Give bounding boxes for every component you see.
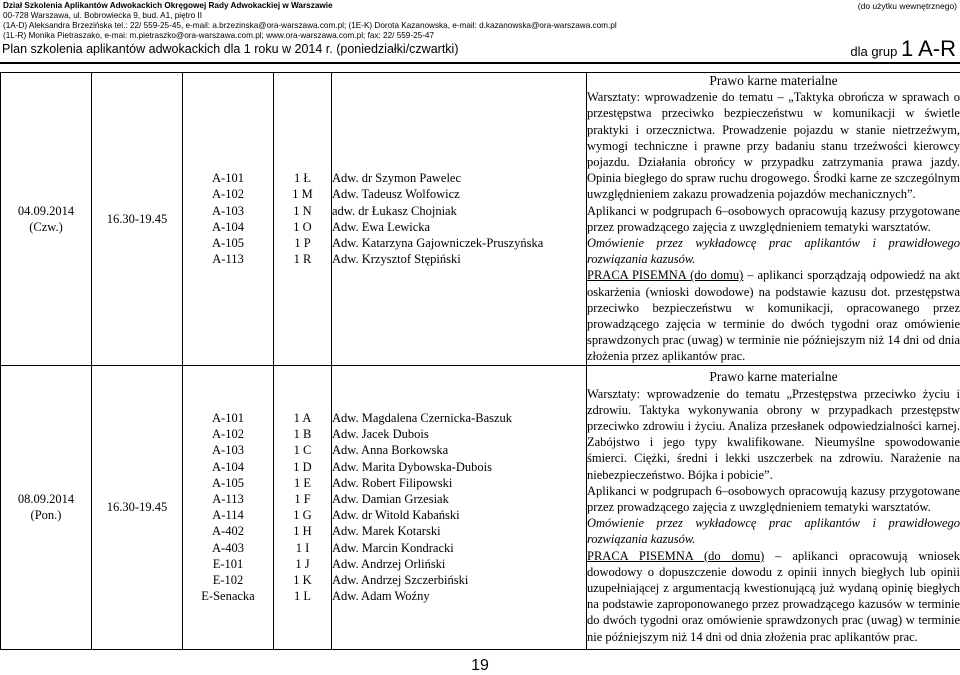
description-cell [587, 365, 960, 649]
instructor: Adw. Jacek Dubois [332, 427, 429, 442]
group: 1 G [293, 508, 312, 523]
instructor: Adw. Marita Dybowska-Dubois [332, 459, 492, 474]
time-cell: 16.30-19.45 [92, 73, 183, 366]
instructor: adw. dr Łukasz Chojniak [332, 203, 457, 218]
written-work-label: PRACA PISEMNA (do domu) [587, 548, 765, 563]
workshop-paragraph [587, 89, 960, 202]
description-cell [587, 73, 960, 366]
page-number: 19 [471, 657, 489, 674]
group: 1 M [292, 187, 313, 202]
org-name: Dział Szkolenia Aplikantów Adwokackich Okręgowej Rady Adwokackiej w Warszawie [3, 1, 333, 10]
date-cell [1, 365, 92, 649]
room: A-101 [212, 410, 244, 425]
workshop-label: Warsztaty: [587, 90, 641, 105]
document-header [3, 1, 957, 41]
group: 1 O [293, 219, 312, 234]
instructor: Adw. Andrzej Szczerbiński [332, 572, 469, 587]
discussion-paragraph: Omówienie przez wykładowcę prac aplikantów i prawidłowego rozwiązania kazusów. [587, 236, 960, 267]
schedule-table [0, 72, 960, 650]
instructor: Adw. dr Witold Kabański [332, 508, 460, 523]
session-day: (Pon.) [30, 508, 62, 523]
room: A-105 [212, 236, 244, 251]
contact-line-1: (1A-D) Aleksandra Brzezińska tel.: 22/ 559-25-45, e-mail: a.brzezinska@ora-warszawa.com.pl; (1E-K) Dorota Kazanowska, e-mail: d.kazanowska@ora-warszawa.com.pl [3, 21, 617, 30]
room: E-102 [212, 572, 244, 587]
room: A-403 [212, 540, 244, 555]
instructors-cell [332, 365, 587, 649]
instructors-cell [332, 73, 587, 366]
group: 1 I [295, 540, 310, 555]
subject-title: Prawo karne materialne [709, 369, 838, 385]
room: A-103 [212, 203, 244, 218]
room: A-102 [212, 427, 244, 442]
group: 1 H [293, 524, 312, 539]
contact-line-2: (1L-R) Monika Pietraszako, e-mai: m.pietraszko@ora-warszawa.com.pl; www.ora-warszawa.com.pl; fax: 22/ 559-25-47 [3, 31, 435, 40]
instructor: Adw. Marcin Kondracki [332, 540, 454, 555]
written-work-paragraph [587, 548, 960, 645]
group: 1 F [294, 491, 311, 506]
workshop-label: Warsztaty: [587, 386, 641, 401]
session-date: 04.09.2014 [17, 203, 75, 218]
room: A-113 [212, 252, 244, 267]
table-row [1, 365, 960, 649]
written-work-paragraph [587, 267, 960, 364]
table-row [1, 73, 960, 366]
group-label [850, 36, 956, 62]
instructor: Adw. Robert Filipowski [332, 475, 453, 490]
session-day: (Czw.) [29, 219, 63, 234]
room: A-113 [212, 491, 244, 506]
org-address: 00-728 Warszawa, ul. Bobrowiecka 9, bud. A1, piętro II [3, 11, 203, 20]
room: E-101 [212, 556, 244, 571]
internal-use-note: (do użytku wewnętrznego) [857, 1, 957, 11]
group: 1 R [293, 252, 312, 267]
group: 1 B [293, 427, 312, 442]
group: 1 C [293, 443, 312, 458]
room: A-114 [212, 508, 244, 523]
group-prefix: dla grup [850, 44, 898, 59]
written-work-label: PRACA PISEMNA (do domu) [587, 268, 744, 283]
workshop-paragraph [587, 386, 960, 483]
room: A-402 [212, 524, 244, 539]
group: 1 P [294, 236, 311, 251]
room: A-102 [212, 187, 244, 202]
room: A-103 [212, 443, 244, 458]
group: 1 E [293, 475, 311, 490]
room: A-101 [212, 171, 244, 186]
room: A-105 [212, 475, 244, 490]
instructor: Adw. Damian Grzesiak [332, 491, 449, 506]
group-code: 1 A-R [900, 36, 956, 61]
group: 1 D [293, 459, 312, 474]
instructor: Adw. dr Szymon Pawelec [332, 171, 462, 186]
workshop-text: wprowadzenie do tematu – „Taktyka obrończa w sprawach o przestępstwa przeciwko bezpieczeństwu w komunikacji w świetle praktyki i orzecznictwa. Prowadzenie pojazdu w stanie nietrzeźwym, wymogi techniczne i prawne przy badaniu stanu trzeźwości kierowcy pojazdu. Działania obrońcy w przypadku zatrzymania prawa jazdy. Opinia biegłego do spraw ruchu drogowego. Środki karne ze szczególnym uwzględnieniem zakazu prowadzenia pojazdów mechanicznych”. [587, 90, 960, 202]
time-cell: 16.30-19.45 [92, 365, 183, 649]
room: E-Senacka [201, 589, 255, 604]
group: 1 N [293, 203, 312, 218]
group: 1 J [295, 556, 310, 571]
groups-cell [274, 73, 332, 366]
instructor: Adw. Marek Kotarski [332, 524, 441, 539]
room: A-104 [212, 219, 244, 234]
discussion-paragraph: Omówienie przez wykładowcę prac aplikantów i prawidłowego rozwiązania kazusów. [587, 516, 960, 547]
instructor: Adw. Anna Borkowska [332, 443, 449, 458]
group: 1 K [293, 572, 312, 587]
group-work-paragraph: Aplikanci w podgrupach 6–osobowych opracowują kazusy przygotowane przez prowadzącego zajęcia z uwzględnieniem tematyki warsztatów. [587, 203, 960, 234]
written-work-text: – aplikanci opracowują wniosek dowodowy o dopuszczenie dowodu z opinii innych biegłych lub opinii uzupełniającej z argumentacją kwestionującą już wydaną opinię biegłych na podstawie zaproponowanego przez prowadzącego kazusów w terminie do dwóch tygodni oraz omówienie sprawdzonych prac (uwag) w terminie nie późniejszym niż 14 dni od dnia złożenia prac aplikantów prac. [587, 548, 960, 644]
instructor: Adw. Tadeusz Wolfowicz [332, 187, 460, 202]
workshop-text: wprowadzenie do tematu „Przestępstwa przeciwko życiu i zdrowiu. Taktyka wykonywania obrony w przypadkach przestępstw przeciwko zdrowiu i życiu. Analiza przesłanek odpowiedzialności karnej. Zabójstwo i jego typy kwalifikowane. Nieumyślne spowodowanie śmierci. Ciężki, średni i lekki uszczerbek na zdrowiu. Narażenie na niebezpieczeństwo. Bójka i pobicie”. [587, 386, 960, 482]
date-cell [1, 73, 92, 366]
instructor: Adw. Adam Woźny [332, 589, 430, 604]
plan-title: Plan szkolenia aplikantów adwokackich dla 1 roku w 2014 r. (poniedziałki/czwartki) [2, 42, 459, 56]
instructor: Adw. Krzysztof Stępiński [332, 252, 461, 267]
subject-title: Prawo karne materialne [709, 73, 838, 88]
rooms-cell [183, 365, 274, 649]
session-date: 08.09.2014 [17, 491, 75, 506]
instructor: Adw. Katarzyna Gajowniczek-Pruszyńska [332, 236, 544, 251]
room: A-104 [212, 459, 244, 474]
groups-cell [274, 365, 332, 649]
instructor: Adw. Ewa Lewicka [332, 219, 431, 234]
group-work-paragraph: Aplikanci w podgrupach 6–osobowych opracowują kazusy przygotowane przez prowadzącego zajęcia z uwzględnieniem tematyki warsztatów. [587, 483, 960, 515]
group: 1 Ł [293, 171, 311, 186]
group: 1 L [293, 589, 311, 604]
instructor: Adw. Andrzej Orliński [332, 556, 446, 571]
instructor: Adw. Magdalena Czernicka-Baszuk [332, 410, 513, 425]
group: 1 A [293, 410, 312, 425]
header-divider [0, 62, 960, 64]
written-work-text: – aplikanci sporządzają odpowiedź na akt oskarżenia (wnioski dowodowe) na podstawie kazusu dot. przestępstwa przeciwko bezpieczeństwu w komunikacji, opracowanego przez prowadzącego zajęcia w terminie do dwóch tygodni oraz omówienie sprawdzonych prac (uwag) w terminie nie późniejszym niż 14 dni od dnia złożenia przez aplikantów prac. [587, 268, 960, 364]
rooms-cell [183, 73, 274, 366]
